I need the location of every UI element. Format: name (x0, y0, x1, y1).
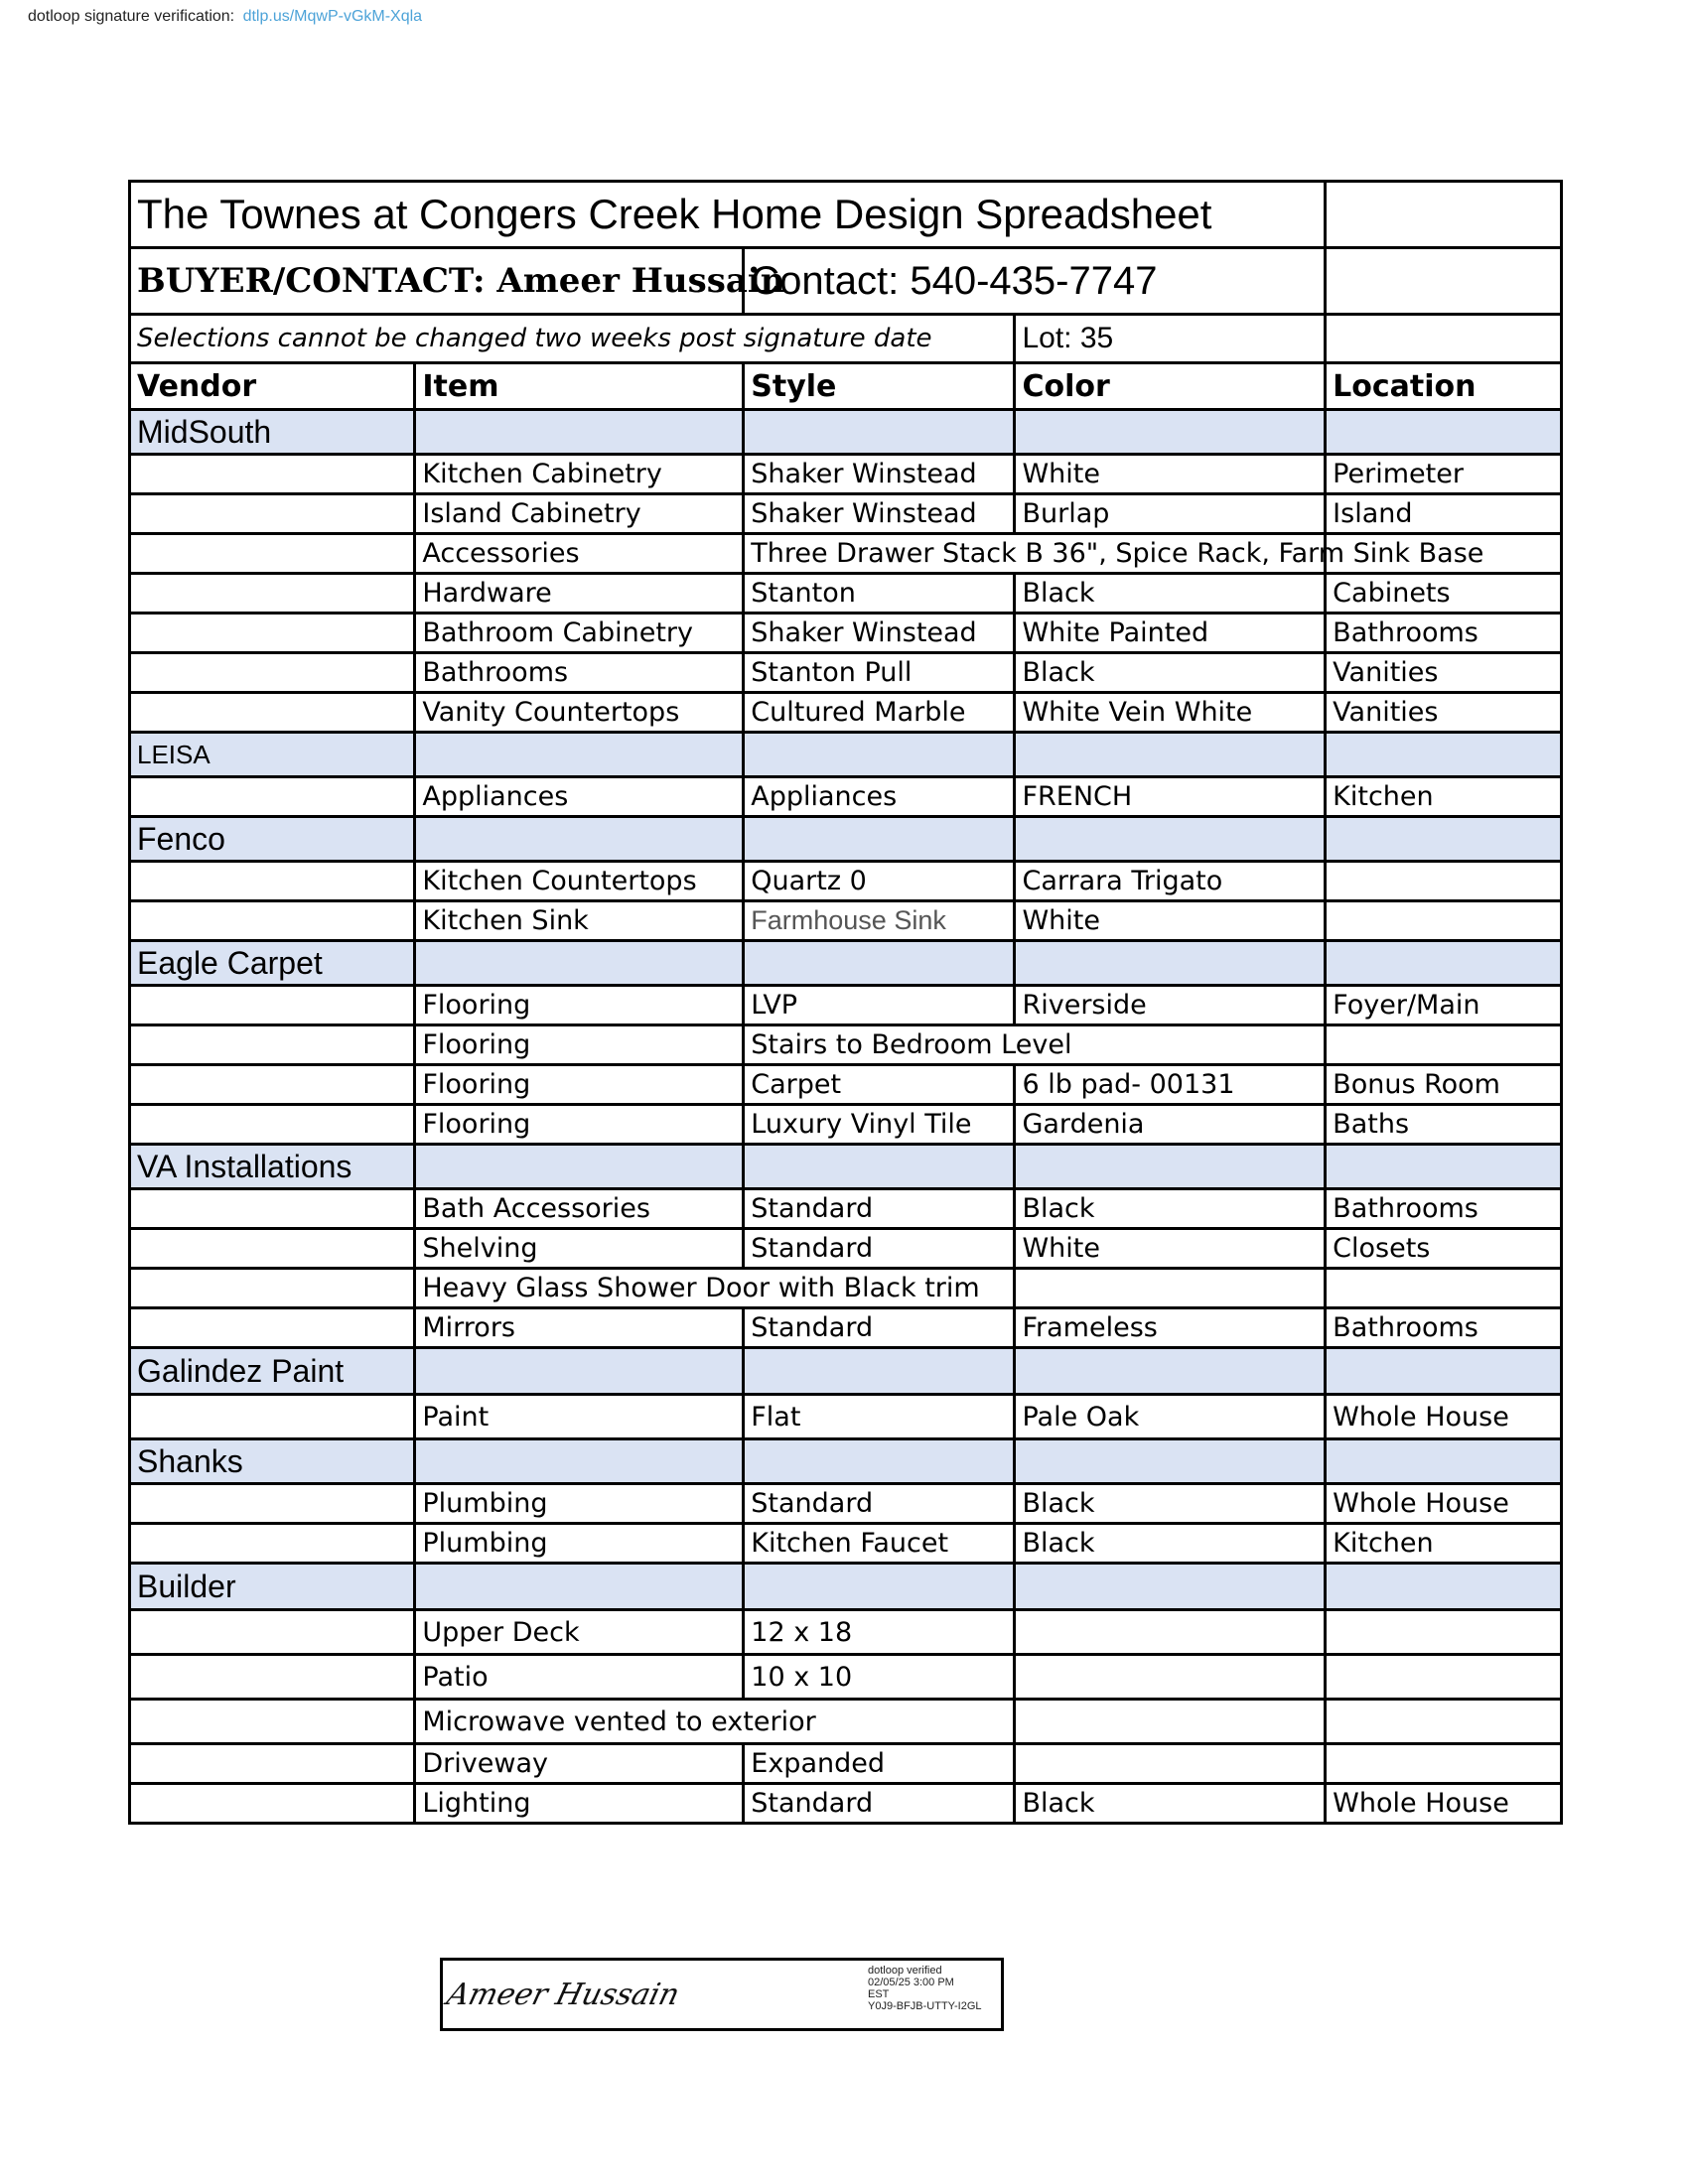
blank-cell (744, 1145, 1015, 1189)
style-cell: Kitchen Faucet (744, 1524, 1015, 1564)
table-row (130, 653, 1562, 693)
location-cell: Perimeter (1326, 455, 1562, 494)
vendor-cell (130, 1744, 415, 1784)
blank-cell (1326, 817, 1562, 862)
color-cell: White Painted (1015, 614, 1326, 653)
color-cell: White Vein White (1015, 693, 1326, 733)
vendor-name: Builder (130, 1564, 415, 1610)
vendor-row (130, 1564, 1562, 1610)
vendor-cell (130, 494, 415, 534)
item-cell: Flooring (415, 1065, 744, 1105)
blank-cell (415, 1439, 744, 1484)
table-row (130, 901, 1562, 941)
table-row (130, 534, 1562, 574)
style-cell: Three Drawer Stack B 36", Spice Rack, Farm Sink Base (744, 534, 1326, 574)
contact-phone: Contact: 540-435-7747 (744, 248, 1326, 315)
location-cell (1326, 1025, 1562, 1065)
item-cell: Bathroom Cabinetry (415, 614, 744, 653)
table-row (130, 1025, 1562, 1065)
color-cell: Black (1015, 574, 1326, 614)
stamp-line: Y0J9-BFJB-UTTY-I2GL (868, 2000, 982, 2012)
header-location: Location (1326, 363, 1562, 410)
table-row (130, 1484, 1562, 1524)
style-cell: Stanton Pull (744, 653, 1015, 693)
vendor-name: VA Installations (130, 1145, 415, 1189)
vendor-name: LEISA (130, 733, 415, 777)
header-color: Color (1015, 363, 1326, 410)
table-row (130, 1524, 1562, 1564)
color-cell: White (1015, 455, 1326, 494)
table-row (130, 1700, 1562, 1744)
table-row (130, 1189, 1562, 1229)
item-cell: Kitchen Sink (415, 901, 744, 941)
item-cell: Driveway (415, 1744, 744, 1784)
style-cell: 12 x 18 (744, 1610, 1015, 1655)
vendor-cell (130, 534, 415, 574)
color-cell (1015, 1744, 1326, 1784)
vendor-cell (130, 1784, 415, 1824)
table-row (130, 455, 1562, 494)
style-cell: Carpet (744, 1065, 1015, 1105)
vendor-cell (130, 1025, 415, 1065)
location-cell: Whole House (1326, 1395, 1562, 1439)
style-cell: LVP (744, 986, 1015, 1025)
item-cell: Appliances (415, 777, 744, 817)
color-cell: 6 lb pad- 00131 (1015, 1065, 1326, 1105)
table-row (130, 862, 1562, 901)
color-cell: White (1015, 901, 1326, 941)
location-cell (1326, 1655, 1562, 1700)
style-cell: Standard (744, 1229, 1015, 1269)
verification-label: dotloop signature verification: (28, 8, 235, 25)
color-cell: Gardenia (1015, 1105, 1326, 1145)
location-cell: Closets (1326, 1229, 1562, 1269)
vendor-row (130, 941, 1562, 986)
location-cell: Bonus Room (1326, 1065, 1562, 1105)
color-cell (1015, 1655, 1326, 1700)
table-row (130, 1229, 1562, 1269)
blank-cell (1326, 941, 1562, 986)
style-cell: Shaker Winstead (744, 614, 1015, 653)
color-cell: Black (1015, 1484, 1326, 1524)
vendor-cell (130, 862, 415, 901)
table-row (130, 777, 1562, 817)
vendor-row (130, 410, 1562, 455)
item-cell: Hardware (415, 574, 744, 614)
vendor-name: Shanks (130, 1439, 415, 1484)
location-cell: Island (1326, 494, 1562, 534)
vendor-cell (130, 1269, 415, 1308)
vendor-cell (130, 901, 415, 941)
header-item: Item (415, 363, 744, 410)
location-cell (1326, 1700, 1562, 1744)
vendor-cell (130, 1395, 415, 1439)
vendor-name: MidSouth (130, 410, 415, 455)
location-cell: Vanities (1326, 693, 1562, 733)
table-row (130, 1105, 1562, 1145)
color-cell: Black (1015, 1784, 1326, 1824)
location-cell: Bathrooms (1326, 1189, 1562, 1229)
table-row (130, 1308, 1562, 1348)
vendor-cell (130, 777, 415, 817)
location-cell: Kitchen (1326, 1524, 1562, 1564)
item-cell: Plumbing (415, 1524, 744, 1564)
location-cell: Whole House (1326, 1484, 1562, 1524)
header-style: Style (744, 363, 1015, 410)
vendor-cell (130, 1189, 415, 1229)
vendor-name: Eagle Carpet (130, 941, 415, 986)
item-cell: Paint (415, 1395, 744, 1439)
table-row (130, 494, 1562, 534)
table-row (130, 1395, 1562, 1439)
style-cell: Flat (744, 1395, 1015, 1439)
item-cell: Vanity Countertops (415, 693, 744, 733)
vendor-cell (130, 1610, 415, 1655)
blank-cell (415, 817, 744, 862)
location-cell: Baths (1326, 1105, 1562, 1145)
vendor-cell (130, 1065, 415, 1105)
style-cell: Luxury Vinyl Tile (744, 1105, 1015, 1145)
vendor-name: Galindez Paint (130, 1348, 415, 1395)
blank-cell (744, 1348, 1015, 1395)
blank-cell (1015, 1348, 1326, 1395)
item-cell: Bath Accessories (415, 1189, 744, 1229)
blank-cell (1015, 1145, 1326, 1189)
selection-note: Selections cannot be changed two weeks post signature date (130, 315, 1015, 363)
blank-cell (415, 1145, 744, 1189)
table-row (130, 693, 1562, 733)
location-cell (1326, 1610, 1562, 1655)
vendor-row (130, 1348, 1562, 1395)
color-cell (1015, 1610, 1326, 1655)
style-cell: Expanded (744, 1744, 1015, 1784)
blank-cell (1326, 410, 1562, 455)
vendor-cell (130, 614, 415, 653)
item-cell: Lighting (415, 1784, 744, 1824)
style-cell: Quartz 0 (744, 862, 1015, 901)
lot-number: Lot: 35 (1015, 315, 1326, 363)
vendor-cell (130, 653, 415, 693)
item-cell: Kitchen Cabinetry (415, 455, 744, 494)
vendor-cell (130, 1700, 415, 1744)
style-cell: Stanton (744, 574, 1015, 614)
table-row (130, 1610, 1562, 1655)
vendor-cell (130, 1105, 415, 1145)
stamp-line: 02/05/25 3:00 PM (868, 1977, 954, 1988)
blank-cell (1015, 410, 1326, 455)
style-cell: Cultured Marble (744, 693, 1015, 733)
style-cell: Stairs to Bedroom Level (744, 1025, 1326, 1065)
blank-cell (744, 733, 1015, 777)
vendor-row (130, 733, 1562, 777)
svg-text:Ameer Hussain: Ameer Hussain (443, 1978, 683, 2012)
item-cell: Flooring (415, 986, 744, 1025)
blank-cell (1015, 733, 1326, 777)
blank-cell (415, 410, 744, 455)
color-cell: Black (1015, 653, 1326, 693)
item-cell: Bathrooms (415, 653, 744, 693)
vendor-cell (130, 986, 415, 1025)
blank-cell (1015, 817, 1326, 862)
item-cell: Microwave vented to exterior (415, 1700, 1015, 1744)
stamp-line: EST (868, 1988, 890, 2000)
header-vendor: Vendor (130, 363, 415, 410)
vendor-cell (130, 693, 415, 733)
color-cell: White (1015, 1229, 1326, 1269)
vendor-cell (130, 455, 415, 494)
blank-cell (1015, 1439, 1326, 1484)
item-cell: Upper Deck (415, 1610, 744, 1655)
table-row (130, 1655, 1562, 1700)
blank-cell (415, 941, 744, 986)
blank-cell (1326, 1564, 1562, 1610)
style-cell: Standard (744, 1308, 1015, 1348)
style-cell: 10 x 10 (744, 1655, 1015, 1700)
handwritten-signature (443, 1975, 683, 2014)
style-cell: Shaker Winstead (744, 494, 1015, 534)
sheet-title: The Townes at Congers Creek Home Design Spreadsheet (130, 182, 1326, 248)
location-cell (1326, 862, 1562, 901)
vendor-cell (130, 574, 415, 614)
blank-cell (1326, 1145, 1562, 1189)
item-cell: Kitchen Countertops (415, 862, 744, 901)
location-cell (1326, 1744, 1562, 1784)
item-cell: Plumbing (415, 1484, 744, 1524)
location-cell: Foyer/Main (1326, 986, 1562, 1025)
color-cell: Black (1015, 1189, 1326, 1229)
design-spreadsheet (128, 180, 1563, 1825)
blank-cell (744, 1439, 1015, 1484)
blank-cell (415, 733, 744, 777)
blank-cell (415, 1348, 744, 1395)
signature-verification (28, 8, 422, 26)
vendor-cell (130, 1524, 415, 1564)
signature-box (440, 1958, 1004, 2031)
location-cell: Whole House (1326, 1784, 1562, 1824)
item-cell: Heavy Glass Shower Door with Black trim (415, 1269, 1015, 1308)
blank-cell (744, 817, 1015, 862)
color-cell: Pale Oak (1015, 1395, 1326, 1439)
table-row (130, 614, 1562, 653)
buyer-contact: BUYER/CONTACT: Ameer Hussain (130, 248, 744, 315)
vendor-cell (130, 1308, 415, 1348)
vendor-cell (130, 1229, 415, 1269)
style-cell: Shaker Winstead (744, 455, 1015, 494)
blank-cell (1015, 941, 1326, 986)
location-cell: Bathrooms (1326, 614, 1562, 653)
blank-cell (1326, 248, 1562, 315)
color-cell: Black (1015, 1524, 1326, 1564)
style-cell: Appliances (744, 777, 1015, 817)
color-cell: Frameless (1015, 1308, 1326, 1348)
item-cell: Mirrors (415, 1308, 744, 1348)
blank-cell (744, 941, 1015, 986)
color-cell: Riverside (1015, 986, 1326, 1025)
table-row (130, 1065, 1562, 1105)
color-cell (1015, 1269, 1326, 1308)
vendor-row (130, 1439, 1562, 1484)
item-cell: Patio (415, 1655, 744, 1700)
item-cell: Accessories (415, 534, 744, 574)
color-cell (1015, 1700, 1326, 1744)
blank-cell (1326, 1348, 1562, 1395)
blank-cell (1326, 315, 1562, 363)
location-cell: Kitchen (1326, 777, 1562, 817)
style-cell: Standard (744, 1189, 1015, 1229)
location-cell (1326, 901, 1562, 941)
location-cell (1326, 1269, 1562, 1308)
item-cell: Island Cabinetry (415, 494, 744, 534)
style-cell: Farmhouse Sink (744, 901, 1015, 941)
blank-cell (744, 410, 1015, 455)
blank-cell (744, 1564, 1015, 1610)
blank-cell (415, 1564, 744, 1610)
vendor-cell (130, 1484, 415, 1524)
table-row (130, 1784, 1562, 1824)
color-cell: FRENCH (1015, 777, 1326, 817)
style-cell: Standard (744, 1484, 1015, 1524)
table-row (130, 1269, 1562, 1308)
dotloop-stamp (868, 1965, 982, 2012)
blank-cell (1015, 1564, 1326, 1610)
item-cell: Flooring (415, 1105, 744, 1145)
vendor-row (130, 817, 1562, 862)
table-row (130, 574, 1562, 614)
style-cell: Standard (744, 1784, 1015, 1824)
blank-cell (1326, 182, 1562, 248)
table-row (130, 986, 1562, 1025)
vendor-row (130, 1145, 1562, 1189)
location-cell: Cabinets (1326, 574, 1562, 614)
blank-cell (1326, 733, 1562, 777)
verification-link[interactable]: dtlp.us/MqwP-vGkM-Xqla (242, 8, 423, 25)
stamp-line: dotloop verified (868, 1965, 942, 1977)
item-cell: Flooring (415, 1025, 744, 1065)
vendor-name: Fenco (130, 817, 415, 862)
color-cell: Burlap (1015, 494, 1326, 534)
item-cell: Shelving (415, 1229, 744, 1269)
location-cell: Bathrooms (1326, 1308, 1562, 1348)
color-cell: Carrara Trigato (1015, 862, 1326, 901)
vendor-cell (130, 1655, 415, 1700)
table-row (130, 1744, 1562, 1784)
location-cell: Vanities (1326, 653, 1562, 693)
blank-cell (1326, 1439, 1562, 1484)
